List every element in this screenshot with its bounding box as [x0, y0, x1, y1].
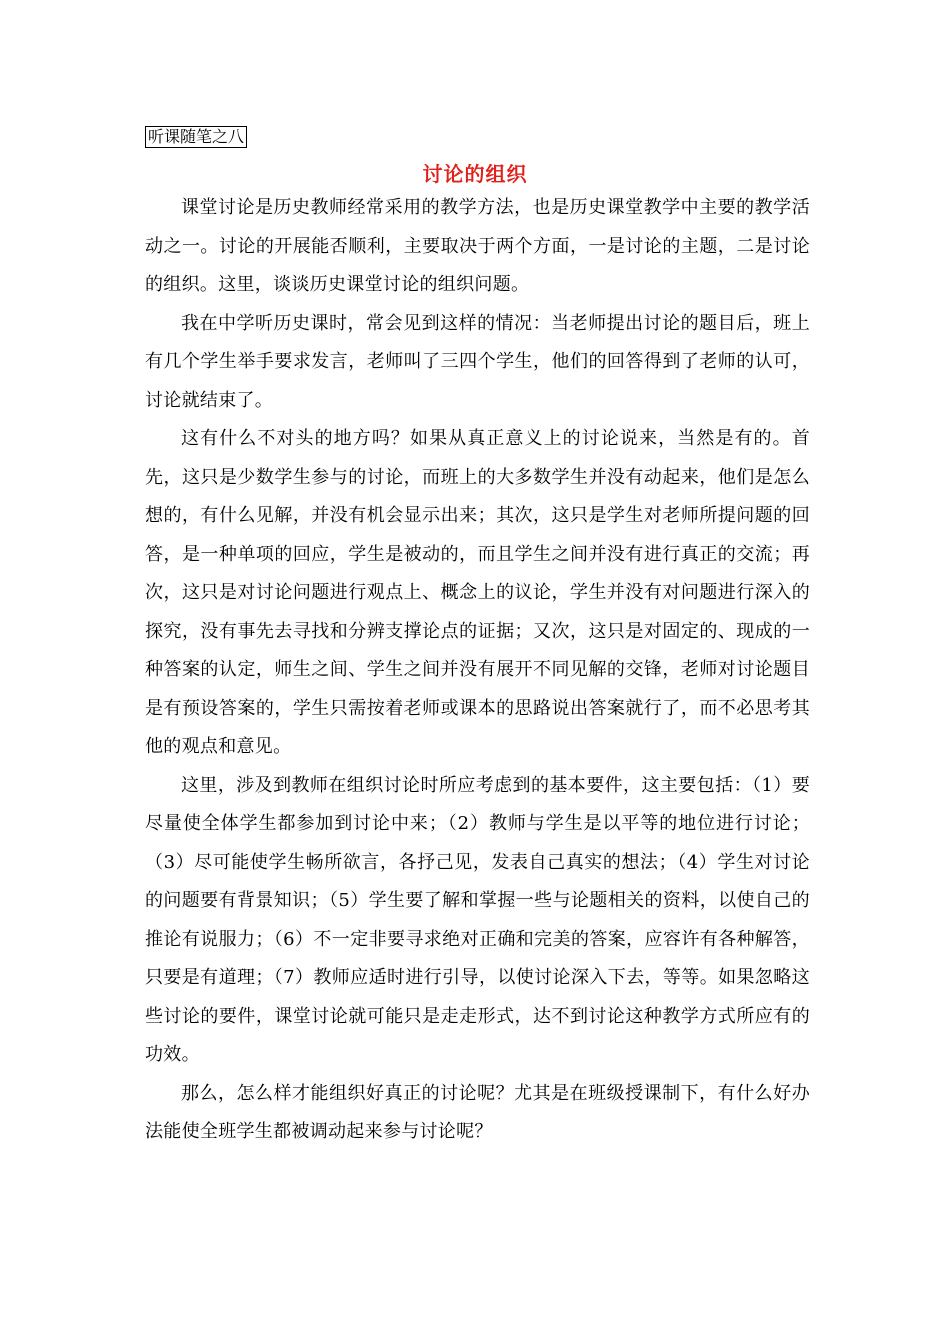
page-title: 讨论的组织 — [422, 162, 528, 186]
article-body — [145, 189, 810, 1152]
paragraph-2: 我在中学听历史课时，常会见到这样的情况：当老师提出讨论的题目后，班上有几个学生举手要求发言，老师叫了三四个学生，他们的回答得到了老师的认可，讨论就结束了。 — [145, 312, 810, 411]
paragraph-1: 课堂讨论是历史教师经常采用的教学方法，也是历史课堂教学中主要的教学活动之一。讨论的开展能否顺利，主要取决于两个方面，一是讨论的主题，二是讨论的组织。这里，谈谈历史课堂讨论的组织问题。 — [145, 197, 810, 295]
series-label: 听课随笔之八 — [145, 126, 247, 148]
paragraph-4: 这里，涉及到教师在组织讨论时所应考虑到的基本要件，这主要包括：（1）要尽量使全体学生都参加到讨论中来；（2）教师与学生是以平等的地位进行讨论；（3）尽可能使学生畅所欲言，各抒己见，发表自己真实的想法；（4）学生对讨论的问题要有背景知识；（5）学生要了解和掌握一些与论题相关的资料，以使自己的推论有说服力；（6）不一定非要寻求绝对正确和完美的答案，应容许有各种解答，只要是有道理；（7）教师应适时进行引导，以使讨论深入下去，等等。如果忽略这些讨论的要件，课堂讨论就可能只是走走形式，达不到讨论这种教学方式所应有的功效。 — [145, 774, 810, 1065]
paragraph-5: 那么，怎么样才能组织好真正的讨论呢？尤其是在班级授课制下，有什么好办法能使全班学生都被调动起来参与讨论呢？ — [145, 1082, 810, 1142]
paragraph-3: 这有什么不对头的地方吗？如果从真正意义上的讨论说来，当然是有的。首先，这只是少数学生参与的讨论，而班上的大多数学生并没有动起来，他们是怎么想的，有什么见解，并没有机会显示出来；其次，这只是学生对老师所提问题的回答，是一种单项的回应，学生是被动的，而且学生之间并没有进行真正的交流；再次，这只是对讨论问题进行观点上、概念上的议论，学生并没有对问题进行深入的探究，没有事先去寻找和分辨支撑论点的证据；又次，这只是对固定的、现成的一种答案的认定，师生之间、学生之间并没有展开不同见解的交锋，老师对讨论题目是有预设答案的，学生只需按着老师或课本的思路说出答案就行了，而不必思考其他的观点和意见。 — [145, 428, 810, 757]
